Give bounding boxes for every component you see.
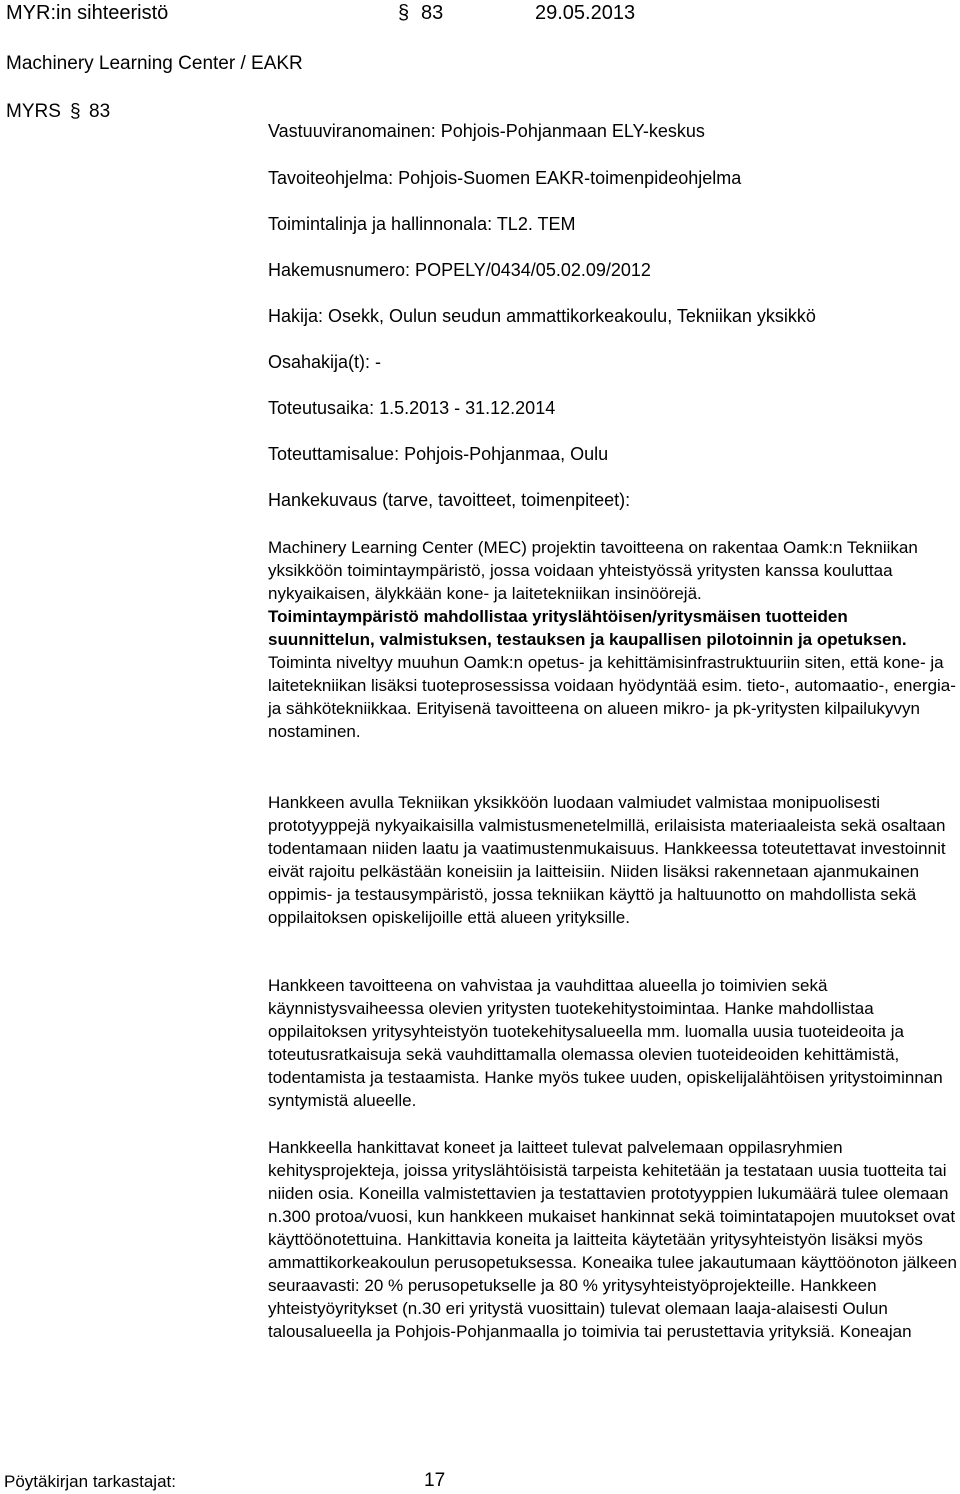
paragraph-3-text: Hankkeen tavoitteena on vahvistaa ja vauhdittaa alueella jo toimivien sekä käynnistysvaiheessa olevien yritysten tuotekehitystoimintaa. Hanke mahdollistaa oppilaitoksen yritysyhteistyön tuotekehitysalueella mm. luomalla uusia tuoteideoita ja toteutusratkaisuja sekä vauhdittamalla olemassa olevien tuoteideoiden kehittämistä, todentamista ja testaamista. Hanke myös tukee uuden, opiskelijalähtöisen yritystoiminnan syntymistä alueelle. (268, 976, 943, 1110)
header-title: MYR:in sihteeristö (6, 2, 169, 24)
page-number: 17 (424, 1470, 446, 1491)
hakija: Hakija: Osekk, Oulun seudun ammattikorkeakoulu, Tekniikan yksikkö (268, 306, 816, 326)
toteuttamisalue: Toteuttamisalue: Pohjois-Pohjanmaa, Oulu (268, 444, 609, 464)
document-title: Machinery Learning Center / EAKR (6, 53, 303, 74)
paragraph-2-text: Hankkeen avulla Tekniikan yksikköön luodaan valmiudet valmistaa monipuolisesti prototyyppejä nykyaikaisilla valmistusmenetelmillä, erilaisista materiaaleista sekä osaltaan todentamaan niiden laatu ja vaatimustenmukaisuus. Hankkeessa toteutettavat investoinnit eivät rajoitu pelkästään koneisiin ja laitteisiin. Niiden lisäksi rakennetaan ajanmukainen oppimis- ja testausympäristö, jossa tekniikan käyttö ja haltuunotto on mahdollista sekä oppilaitoksen opiskelijoille että alueen yrityksille. (268, 793, 946, 927)
item-label: MYRS (6, 101, 61, 122)
header-date: 29.05.2013 (535, 2, 636, 24)
paragraph-1-bold: Toimintaympäristö mahdollistaa yrityslähtöisen/yritysmäisen tuotteiden suunnittelun, valmistuksen, testauksen ja kaupallisen pilotoinnin ja opetuksen. (268, 607, 907, 649)
footer-label: Pöytäkirjan tarkastajat: (4, 1472, 176, 1491)
toteutusaika: Toteutusaika: 1.5.2013 - 31.12.2014 (268, 398, 556, 418)
tavoiteohjelma: Tavoiteohjelma: Pohjois-Suomen EAKR-toimenpideohjelma (268, 168, 742, 188)
toimintalinja: Toimintalinja ja hallinnonala: TL2. TEM (268, 214, 576, 234)
paragraph-1 (268, 536, 958, 743)
header-number: 83 (421, 2, 444, 24)
hankekuvaus-label: Hankekuvaus (tarve, tavoitteet, toimenpiteet): (268, 490, 631, 510)
paragraph-2 (268, 791, 958, 929)
paragraph-3 (268, 974, 958, 1112)
paragraph-1-intro: Machinery Learning Center (MEC) projektin tavoitteena on rakentaa Oamk:n Tekniikan yksikköön toimintaympäristö, jossa voidaan yhteistyössä yritysten kanssa kouluttaa nykyaikaisen, älykkään kone- ja laitetekniikan insinöörejä. (268, 538, 918, 603)
hakemusnumero: Hakemusnumero: POPELY/0434/05.02.09/2012 (268, 260, 651, 280)
osahakija: Osahakija(t): - (268, 352, 382, 372)
item-section-sign: § (70, 101, 81, 122)
item-number: 83 (89, 101, 111, 122)
section-sign: § (398, 2, 410, 24)
paragraph-4 (268, 1136, 958, 1343)
vastuuviranomainen: Vastuuviranomainen: Pohjois-Pohjanmaan ELY-keskus (268, 121, 705, 141)
paragraph-4-text: Hankkeella hankittavat koneet ja laitteet tulevat palvelemaan oppilasryhmien kehitysprojekteja, joissa yrityslähtöisistä tarpeista kehitetään ja testataan uusia tuotteita tai niiden osia. Koneilla valmistettavien ja testattavien prototyyppien lukumäärä tulee olemaan n.300 protoa/vuosi, kun hankkeen mukaiset hankinnat sekä toimintatapojen muutokset ovat käyttöönotettuina. Hankittavia koneita ja laitteita käytetään yritysyhteistyön lisäksi myös ammattikorkeakoulun perusopetuksessa. Koneaika tulee jakautumaan käyttöönoton jälkeen seuraavasti: 20 % perusopetukselle ja 80 % yritysyhteistyöprojekteille. Hankkeen yhteistyöyritykset (n.30 eri yritystä vuosittain) tulevat olemaan laaja-alaisesti Oulun talousalueella ja Pohjois-Pohjanmaalla jo toimivia tai perustettavia yrityksiä. Koneajan (268, 1138, 957, 1341)
paragraph-1-rest: Toiminta niveltyy muuhun Oamk:n opetus- ja kehittämisinfrastruktuuriin siten, että kone- ja laitetekniikan lisäksi tuoteprosessissa voidaan hyödyntää esim. tieto-, automaatio-, energia- ja sähkötekniikkaa. Erityisenä tavoitteena on alueen mikro- ja pk-yritysten kilpailukyvyn nostaminen. (268, 653, 956, 741)
paragraph-1-body (268, 605, 958, 743)
